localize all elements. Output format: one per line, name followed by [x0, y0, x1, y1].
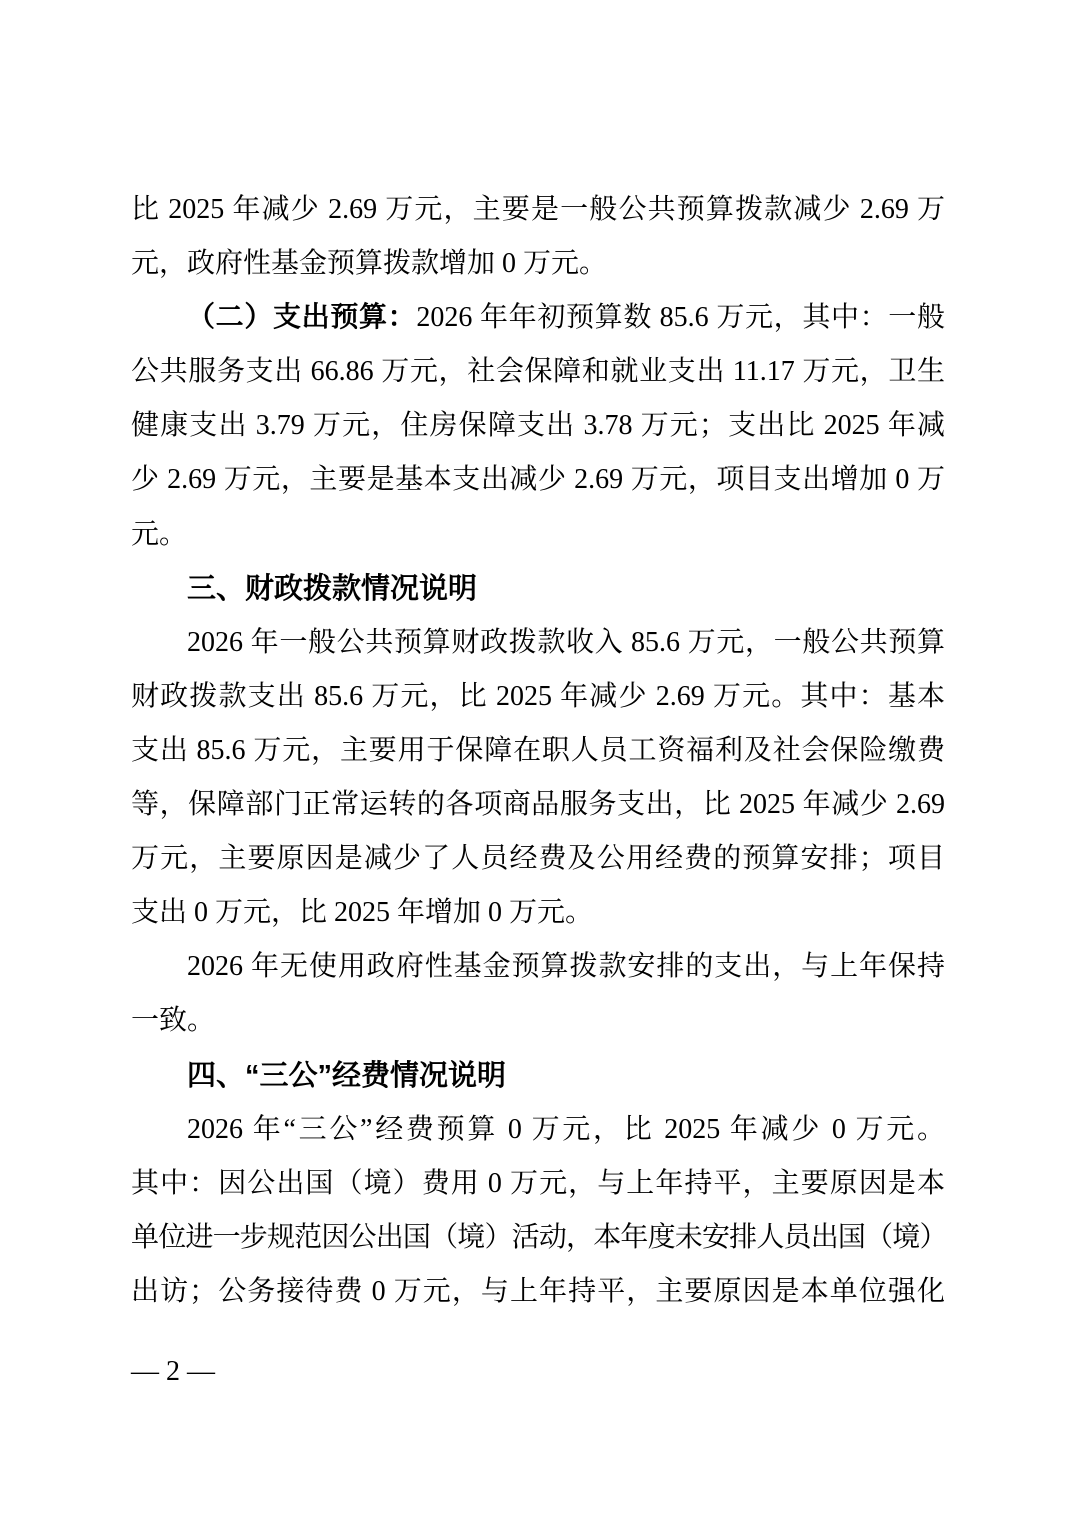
text-line: 健康支出 3.79 万元，住房保障支出 3.78 万元；支出比 2025 年减	[131, 410, 945, 442]
text-line	[131, 291, 945, 345]
text-line: 一致。	[131, 1005, 216, 1037]
text-line: 支出 0 万元，比 2025 年增加 0 万元。	[131, 897, 594, 929]
text-line: 财政拨款支出 85.6 万元，比 2025 年减少 2.69 万元。其中：基本	[131, 680, 945, 712]
section-heading-sangong-expenses: 四、“三公”经费情况说明	[187, 1059, 507, 1092]
text-line: 元，政府性基金预算拨款增加 0 万元。	[131, 248, 608, 280]
text-line: 少 2.69 万元，主要是基本支出减少 2.69 万元，项目支出增加 0 万	[131, 464, 945, 496]
text-line: 公共服务支出 66.86 万元，社会保障和就业支出 11.17 万元，卫生	[131, 356, 945, 388]
text-line: 支出 85.6 万元，主要用于保障在职人员工资福利及社会保险缴费	[131, 734, 945, 766]
text-line: 其中：因公出国（境）费用 0 万元，与上年持平，主要原因是本	[131, 1167, 945, 1199]
text-line: 元。	[131, 518, 188, 550]
text-line: 万元，主要原因是减少了人员经费及公用经费的预算安排；项目	[131, 843, 945, 875]
text-line: 单位进一步规范因公出国（境）活动，本年度未安排人员出国（境）	[131, 1221, 945, 1253]
page-number: — 2 —	[131, 1356, 215, 1387]
text-line: 2026 年“三公”经费预算 0 万元，比 2025 年减少 0 万元。	[187, 1113, 945, 1145]
text-run: 2026 年年初预算数 85.6 万元，其中：一般	[416, 302, 945, 334]
text-line: 出访；公务接待费 0 万元，与上年持平，主要原因是本单位强化	[131, 1275, 945, 1307]
paragraph-lead-label: （二）支出预算：	[187, 302, 417, 334]
document-body	[131, 183, 945, 1319]
text-line: 等，保障部门正常运转的各项商品服务支出，比 2025 年减少 2.69	[131, 789, 945, 821]
section-heading-fiscal-appropriation: 三、财政拨款情况说明	[187, 572, 478, 605]
text-line: 比 2025 年减少 2.69 万元，主要是一般公共预算拨款减少 2.69 万	[131, 194, 945, 225]
text-line: 2026 年无使用政府性基金预算拨款安排的支出，与上年保持	[187, 951, 945, 983]
text-line: 2026 年一般公共预算财政拨款收入 85.6 万元，一般公共预算	[187, 626, 945, 658]
